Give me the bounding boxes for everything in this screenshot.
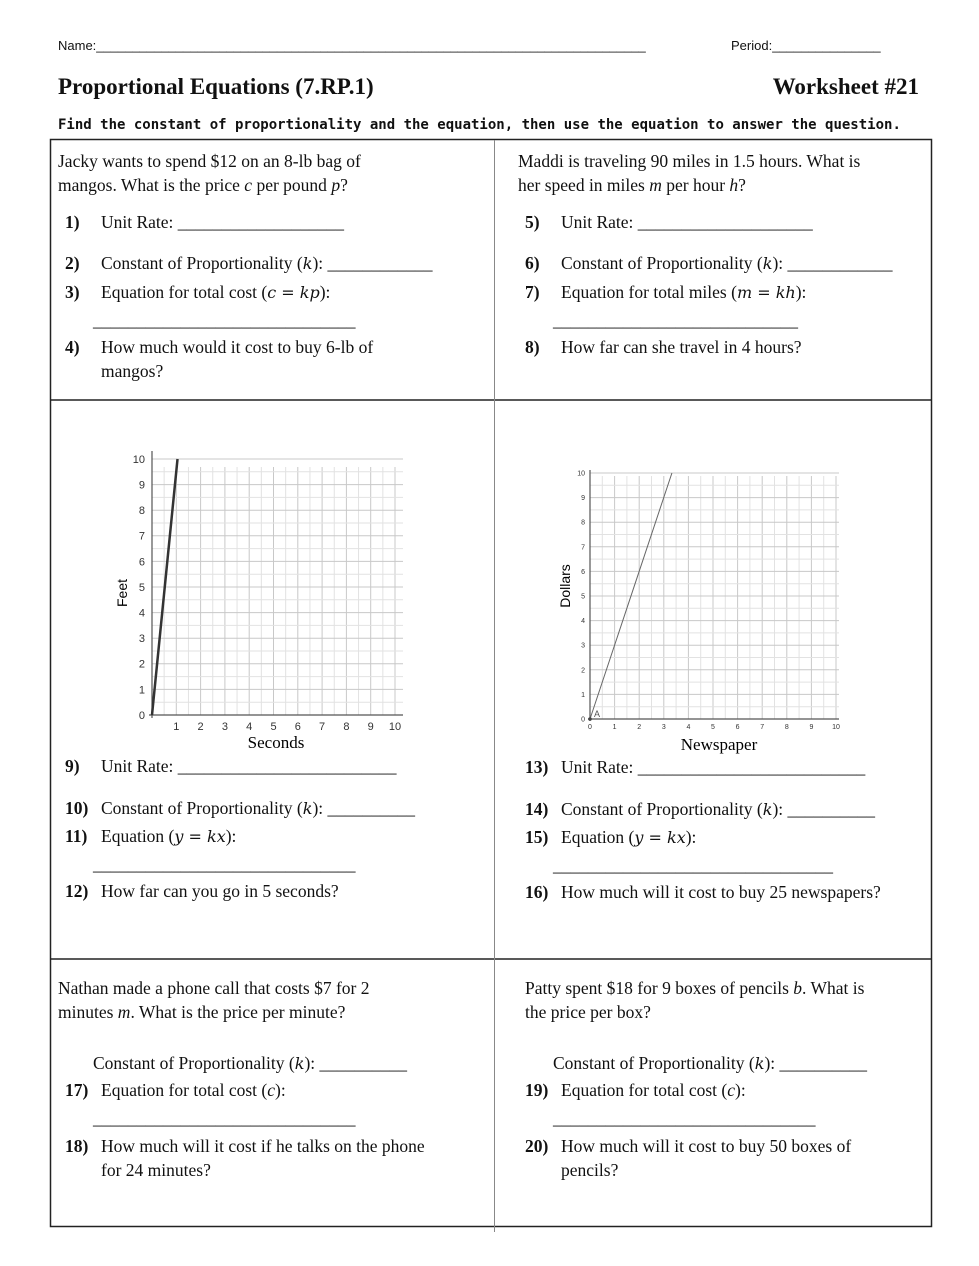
chart2-y-tick-label: 1 xyxy=(581,691,585,699)
chart1-y-tick-label: 2 xyxy=(138,658,145,671)
period-field[interactable]: Period:_______________ xyxy=(731,38,881,53)
question-18[interactable]: 18) How much will it cost if he talks on the phone for 24 minutes? xyxy=(65,1136,425,1180)
chart2-x-tick-label: 10 xyxy=(832,724,840,731)
question-19[interactable]: 19) Equation for total cost (c): xyxy=(525,1080,746,1100)
chart2-x-tick-label: 3 xyxy=(661,724,666,731)
question-7[interactable]: 7) Equation for total miles (m = kh): xyxy=(525,282,807,302)
name-field[interactable]: Name:____________________________________________________________________________ xyxy=(58,38,646,53)
chart2-x-tick-label: 2 xyxy=(637,724,642,731)
question-15[interactable]: 15) Equation (y = kx): xyxy=(525,827,697,847)
worksheet-title: Proportional Equations (7.RP.1) xyxy=(58,74,374,99)
chart1-y-tick-label: 3 xyxy=(138,633,145,646)
answer-line-11[interactable]: ______________________________ xyxy=(93,854,356,874)
chart1-x-tick-label: 6 xyxy=(294,721,301,733)
chart1-y-tick-label: 9 xyxy=(138,479,145,492)
chart1-x-tick-label: 2 xyxy=(197,721,204,733)
chart2-y-tick-label: 6 xyxy=(581,568,585,576)
answer-line-3[interactable]: ______________________________ xyxy=(93,310,356,330)
problem-2-text: Maddi is traveling 90 miles in 1.5 hours. What is her speed in miles m per hour h? xyxy=(518,151,861,195)
chart2-y-tick-label: 4 xyxy=(581,618,585,626)
chart1-y-tick-label: 5 xyxy=(138,581,145,594)
constant-of-proportionality-6[interactable]: Constant of Proportionality (k): __________ xyxy=(553,1053,868,1073)
question-20[interactable]: 20) How much will it cost to buy 50 boxes of pencils? xyxy=(525,1136,852,1180)
question-11[interactable]: 11) Equation (y = kx): xyxy=(65,826,237,846)
chart2-x-tick-label: 9 xyxy=(809,724,814,731)
chart1-y-tick-label: 1 xyxy=(138,684,145,697)
constant-of-proportionality-5[interactable]: Constant of Proportionality (k): __________ xyxy=(93,1053,408,1073)
question-10[interactable]: 10) Constant of Proportionality (k): __________ xyxy=(65,798,416,818)
chart2-y-tick-label: 5 xyxy=(581,593,585,601)
question-17[interactable]: 17) Equation for total cost (c): xyxy=(65,1080,286,1100)
chart1-y-tick-label: 6 xyxy=(138,556,145,569)
problem-1-text: Jacky wants to spend $12 on an 8-lb bag of mangos. What is the price c per pound p? xyxy=(58,151,361,195)
chart2-origin-point xyxy=(588,717,592,721)
question-4[interactable]: 4) How much would it cost to buy 6-lb of mangos? xyxy=(65,337,374,381)
question-3[interactable]: 3) Equation for total cost (c = kp): xyxy=(65,282,331,302)
chart2-y-tick-label: 0 xyxy=(581,716,585,724)
chart2-y-tick-label: 3 xyxy=(581,642,585,650)
chart2-x-tick-label: 7 xyxy=(760,724,765,731)
chart1-x-tick-label: 4 xyxy=(246,721,253,733)
answer-line-19[interactable]: ______________________________ xyxy=(553,1108,816,1128)
chart1-ylabel: Feet xyxy=(114,578,130,608)
answer-line-7[interactable]: ____________________________ xyxy=(553,310,798,330)
chart1-y-tick-label: 0 xyxy=(138,709,145,722)
question-5[interactable]: 5) Unit Rate: ____________________ xyxy=(525,212,813,232)
chart2-x-tick-label: 1 xyxy=(612,724,617,731)
chart2-y-tick-label: 8 xyxy=(581,519,585,527)
question-9[interactable]: 9) Unit Rate: _________________________ xyxy=(65,756,397,776)
chart2-x-tick-label: 4 xyxy=(686,724,691,731)
chart2-y-tick-label: 9 xyxy=(581,495,585,503)
chart2-x-tick-label: 5 xyxy=(711,724,715,731)
chart2-xlabel: Newspaper xyxy=(680,735,758,754)
chart1-x-tick-label: 5 xyxy=(270,721,277,733)
chart1-y-tick-label: 4 xyxy=(138,607,145,620)
chart1-x-tick-label: 9 xyxy=(367,721,374,733)
answer-line-15[interactable]: ________________________________ xyxy=(553,855,833,875)
question-16[interactable]: 16) How much will it cost to buy 25 newspapers? xyxy=(525,882,881,902)
worksheet-number: Worksheet #21 xyxy=(772,74,919,99)
question-2[interactable]: 2) Constant of Proportionality (k): ____________ xyxy=(65,253,433,273)
instructions: Find the constant of proportionality and the equation, then use the equation to answer the question. xyxy=(58,117,901,133)
chart2-x-tick-label: 6 xyxy=(735,724,740,731)
chart1-y-tick-label: 7 xyxy=(138,530,145,543)
chart2-x-tick-label: 8 xyxy=(784,724,789,731)
problem-5-text: Nathan made a phone call that costs $7 for 2 minutes m. What is the price per minute? xyxy=(58,978,370,1022)
chart2-y-tick-label: 2 xyxy=(581,667,585,675)
chart1-x-tick-label: 10 xyxy=(388,721,402,733)
chart1-xlabel: Seconds xyxy=(247,733,305,752)
chart1-x-tick-label: 7 xyxy=(319,721,326,733)
chart1-x-tick-label: 1 xyxy=(173,721,180,733)
chart1-y-tick-label: 10 xyxy=(132,453,145,466)
problem-6-text: Patty spent $18 for 9 boxes of pencils b. What is the price per box? xyxy=(525,978,865,1022)
question-14[interactable]: 14) Constant of Proportionality (k): __________ xyxy=(525,799,876,819)
chart2-y-tick-label: 7 xyxy=(581,544,585,552)
chart2-ylabel: Dollars xyxy=(557,564,573,608)
chart-dollars-vs-newspaper xyxy=(548,460,858,760)
question-13[interactable]: 13) Unit Rate: __________________________ xyxy=(525,757,866,777)
question-12[interactable]: 12) How far can you go in 5 seconds? xyxy=(65,881,339,901)
question-8[interactable]: 8) How far can she travel in 4 hours? xyxy=(525,337,802,357)
chart1-x-tick-label: 8 xyxy=(343,721,350,733)
chart-feet-vs-seconds xyxy=(100,440,430,760)
question-1[interactable]: 1) Unit Rate: ___________________ xyxy=(65,212,345,232)
chart2-point-label: A xyxy=(594,709,601,719)
answer-line-17[interactable]: ______________________________ xyxy=(93,1108,356,1128)
chart2-y-tick-label: 10 xyxy=(577,470,585,478)
chart1-y-tick-label: 8 xyxy=(138,505,145,518)
chart2-x-tick-label: 0 xyxy=(588,724,592,731)
question-6[interactable]: 6) Constant of Proportionality (k): ____________ xyxy=(525,253,893,273)
chart1-x-tick-label: 3 xyxy=(221,721,228,733)
